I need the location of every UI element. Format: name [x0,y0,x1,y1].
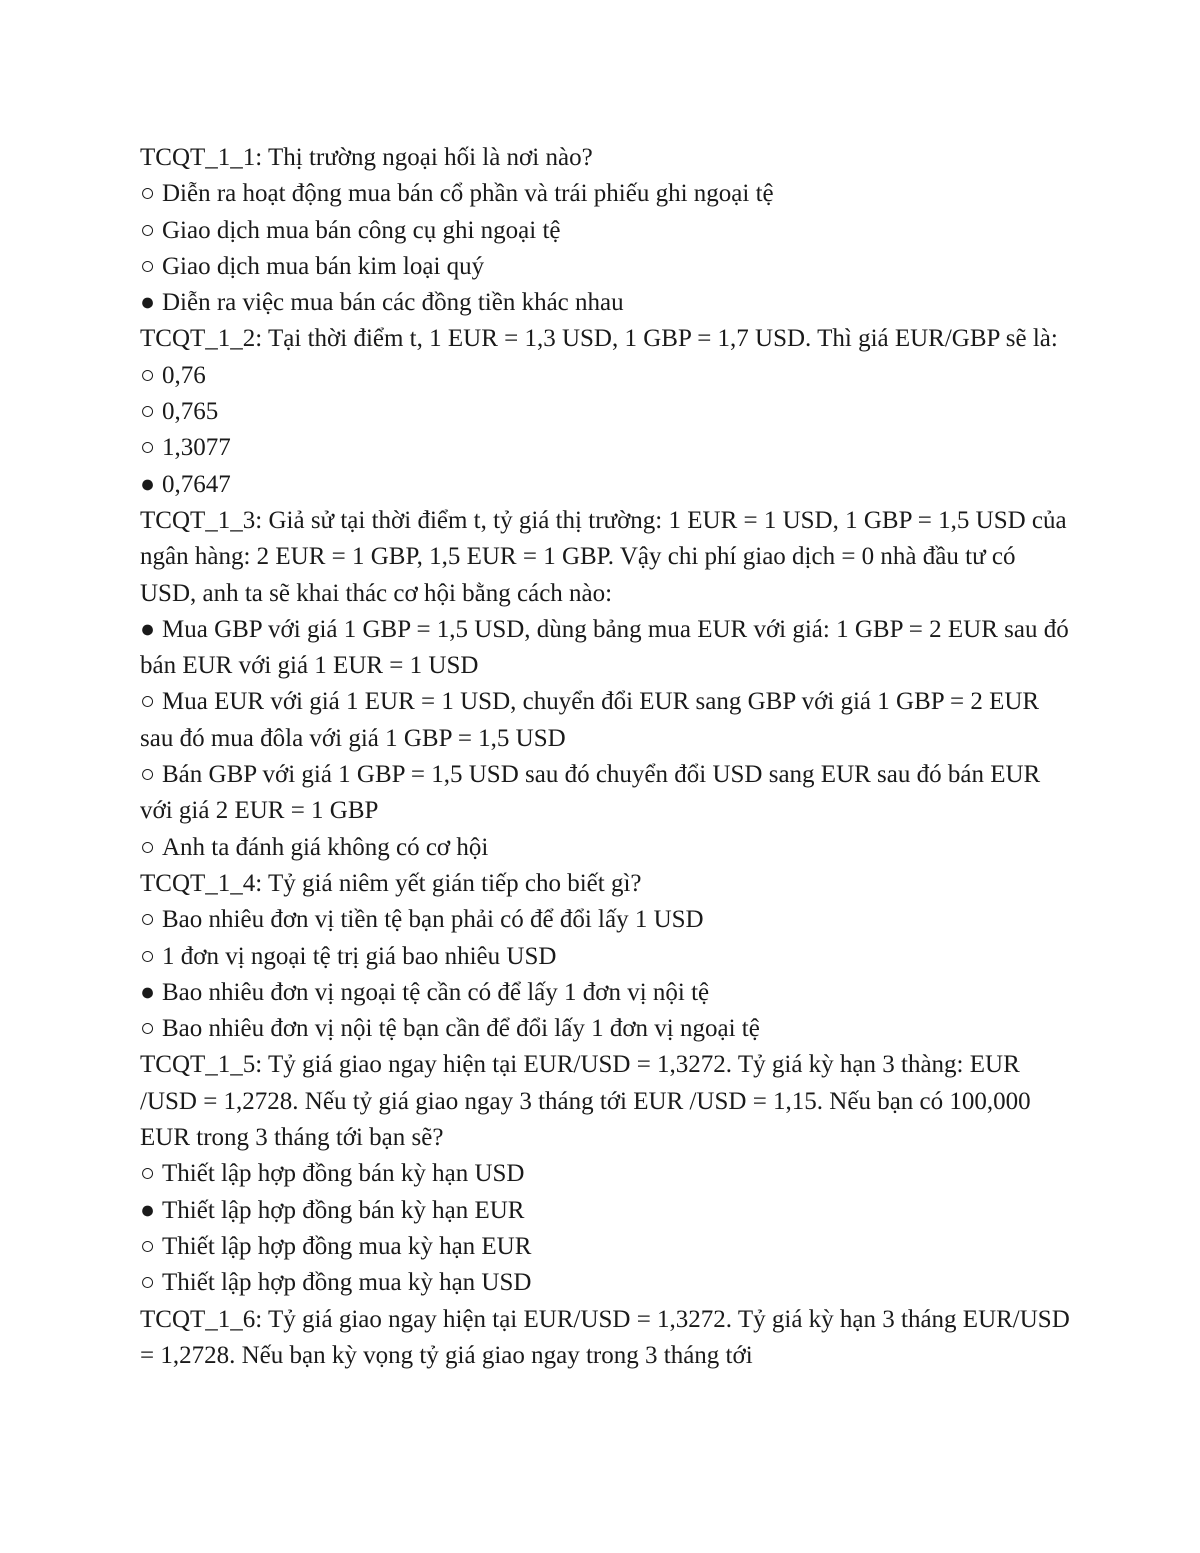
option-5-2 [140,1193,1070,1229]
radio-empty-icon: ○ [140,688,156,716]
option-text: 0,76 [162,361,206,389]
option-3-2 [140,684,1070,757]
radio-filled-icon: ● [140,470,156,498]
option-4-3 [140,975,1070,1011]
option-4-2 [140,939,1070,975]
option-text: 1 đơn vị ngoại tệ trị giá bao nhiêu USD [162,942,557,970]
option-1-2 [140,213,1070,249]
option-text: Bao nhiêu đơn vị ngoại tệ cần có để lấy 1 đơn vị nội tệ [162,978,710,1006]
radio-empty-icon: ○ [140,1160,156,1188]
radio-empty-icon: ○ [140,1269,156,1297]
radio-empty-icon: ○ [140,1232,156,1260]
option-text: Bao nhiêu đơn vị nội tệ bạn cần để đổi lấy 1 đơn vị ngoại tệ [162,1015,760,1043]
option-1-4 [140,285,1070,321]
option-text: Thiết lập hợp đồng mua kỳ hạn EUR [162,1232,532,1260]
option-text: 0,765 [162,398,219,426]
option-text: Giao dịch mua bán công cụ ghi ngoại tệ [162,216,561,244]
option-text: Mua EUR với giá 1 EUR = 1 USD, chuyển đổi EUR sang GBP với giá 1 GBP = 2 EUR sau đó mua đôla với giá 1 GBP = 1,5 USD [140,688,1040,752]
question-6: TCQT_1_6: Tỷ giá giao ngay hiện tại EUR/USD = 1,3272. Tỷ giá kỳ hạn 3 tháng EUR/USD = 1,2728. Nếu bạn kỳ vọng tỷ giá giao ngay trong 3 tháng tới [140,1305,1070,1369]
option-text: Diễn ra hoạt động mua bán cổ phần và trái phiếu ghi ngoại tệ [162,180,774,208]
option-1-1 [140,176,1070,212]
radio-filled-icon: ● [140,615,156,643]
option-2-4 [140,467,1070,503]
option-2-2 [140,394,1070,430]
radio-empty-icon: ○ [140,761,156,789]
question-4: TCQT_1_4: Tỷ giá niêm yết gián tiếp cho biết gì? [140,869,642,897]
radio-empty-icon: ○ [140,1015,156,1043]
option-2-1 [140,358,1070,394]
radio-filled-icon: ● [140,978,156,1006]
option-5-3 [140,1229,1070,1265]
radio-empty-icon: ○ [140,361,156,389]
question-2: TCQT_1_2: Tại thời điểm t, 1 EUR = 1,3 USD, 1 GBP = 1,7 USD. Thì giá EUR/GBP sẽ là: [140,325,1058,353]
radio-empty-icon: ○ [140,252,156,280]
option-4-4 [140,1011,1070,1047]
option-text: Thiết lập hợp đồng bán kỳ hạn USD [162,1160,525,1188]
radio-empty-icon: ○ [140,833,156,861]
option-3-3 [140,757,1070,830]
option-4-1 [140,902,1070,938]
option-text: 1,3077 [162,434,231,462]
radio-empty-icon: ○ [140,906,156,934]
question-3: TCQT_1_3: Giả sử tại thời điểm t, tỷ giá thị trường: 1 EUR = 1 USD, 1 GBP = 1,5 USD của ngân hàng: 2 EUR = 1 GBP, 1,5 EUR = 1 GBP. Vậy chi phí giao dịch = 0 nhà đầu tư có USD, anh ta sẽ khai thác cơ hội bằng cách nào: [140,506,1067,607]
radio-empty-icon: ○ [140,942,156,970]
option-text: Mua GBP với giá 1 GBP = 1,5 USD, dùng bảng mua EUR với giá: 1 GBP = 2 EUR sau đó bán EUR với giá 1 EUR = 1 USD [140,615,1069,680]
question-5: TCQT_1_5: Tỷ giá giao ngay hiện tại EUR/USD = 1,3272. Tỷ giá kỳ hạn 3 thàng: EUR /USD = 1,2728. Nếu tỷ giá giao ngay 3 tháng tới EUR /USD = 1,15. Nếu bạn có 100,000 EUR trong 3 tháng tới bạn sẽ? [140,1051,1031,1152]
radio-empty-icon: ○ [140,216,156,244]
radio-empty-icon: ○ [140,434,156,462]
option-5-4 [140,1265,1070,1301]
radio-empty-icon: ○ [140,180,156,208]
option-3-1 [140,612,1070,685]
option-3-4 [140,830,1070,866]
option-text: Bán GBP với giá 1 GBP = 1,5 USD sau đó chuyển đổi USD sang EUR sau đó bán EUR với giá 2 EUR = 1 GBP [140,761,1041,825]
option-1-3 [140,249,1070,285]
option-text: Diễn ra việc mua bán các đồng tiền khác nhau [162,289,624,317]
option-text: Anh ta đánh giá không có cơ hội [162,833,489,861]
option-2-3 [140,430,1070,466]
document-page [140,140,1070,1374]
radio-filled-icon: ● [140,1196,156,1224]
option-text: Thiết lập hợp đồng mua kỳ hạn USD [162,1269,532,1297]
option-text: 0,7647 [162,470,231,498]
option-text: Thiết lập hợp đồng bán kỳ hạn EUR [162,1196,525,1224]
option-text: Giao dịch mua bán kim loại quý [162,252,485,280]
radio-empty-icon: ○ [140,398,156,426]
radio-filled-icon: ● [140,289,156,317]
option-5-1 [140,1156,1070,1192]
question-1: TCQT_1_1: Thị trường ngoại hối là nơi nào? [140,144,593,171]
option-text: Bao nhiêu đơn vị tiền tệ bạn phải có để đổi lấy 1 USD [162,906,704,934]
